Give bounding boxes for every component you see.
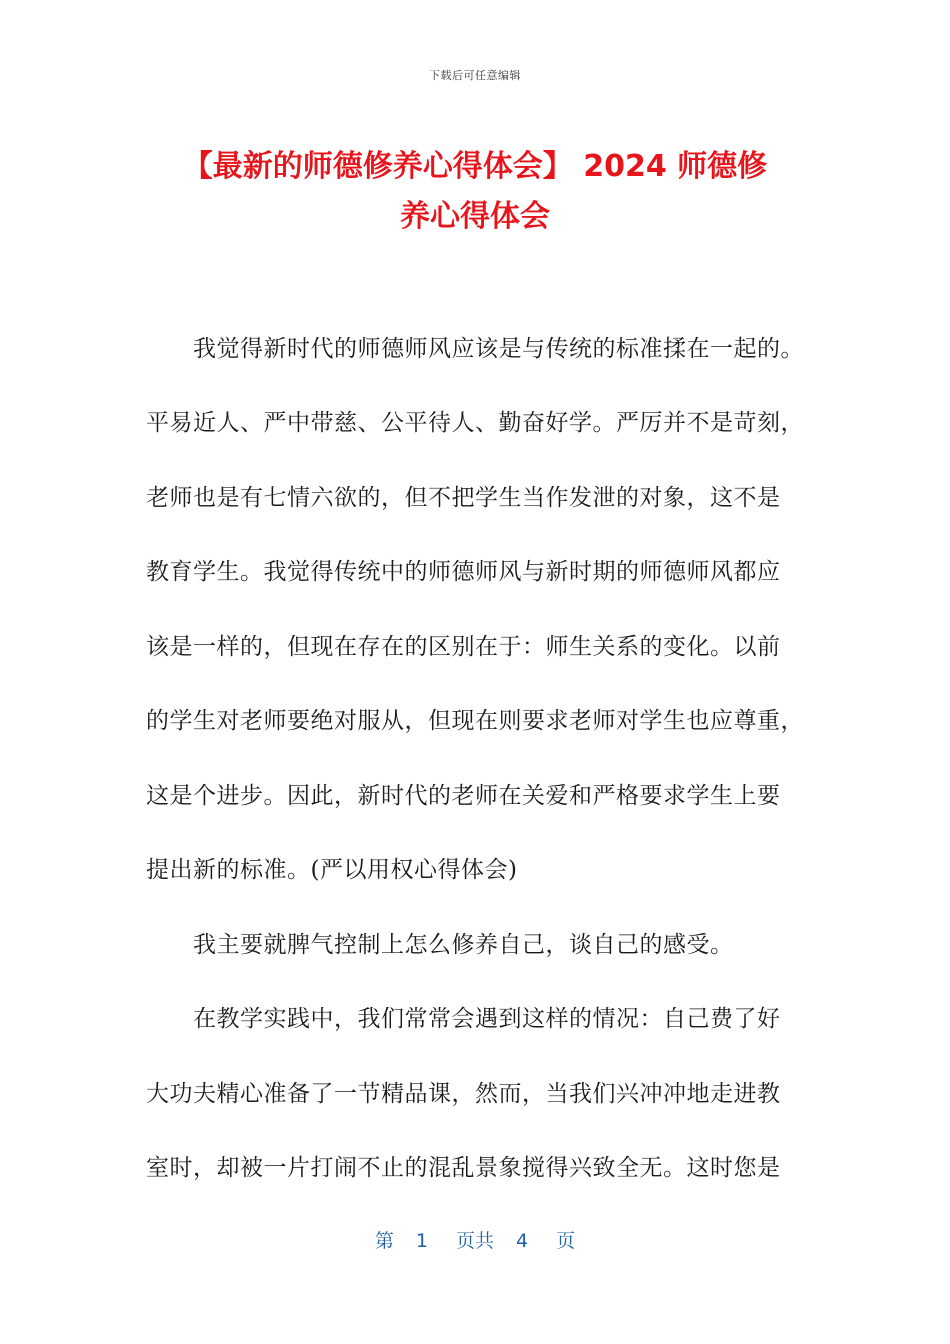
footer-page-total: 4 bbox=[516, 1230, 529, 1252]
text-line: 我主要就脾气控制上怎么修养自己，谈自己的感受。 bbox=[193, 932, 734, 958]
title-line-1: 【最新的师德修养心得体会】 2024 师德修 bbox=[182, 149, 768, 184]
text-line: 平易近人、严中带慈、公平待人、勤奋好学。严厉并不是苛刻， bbox=[146, 410, 804, 436]
footer-prefix: 第 bbox=[374, 1230, 394, 1252]
footer-mid: 页共 bbox=[455, 1230, 494, 1252]
text-line: 的学生对老师要绝对服从，但现在则要求老师对学生也应尊重， bbox=[146, 708, 804, 734]
text-line: 在教学实践中，我们常常会遇到这样的情况：自己费了好 bbox=[193, 1006, 781, 1032]
text-line: 提出新的标准。(严以用权心得体会) bbox=[146, 857, 518, 883]
footer-page-number: 1 bbox=[415, 1230, 428, 1252]
page-footer bbox=[0, 1226, 950, 1253]
text-line: 该是一样的，但现在存在的区别在于：师生关系的变化。以前 bbox=[146, 634, 781, 660]
text-line: 大功夫精心准备了一节精品课，然而，当我们兴冲冲地走进教 bbox=[146, 1081, 781, 1107]
text-line: 教育学生。我觉得传统中的师德师风与新时期的师德师风都应 bbox=[146, 559, 781, 585]
text-line: 这是个进步。因此，新时代的老师在关爱和严格要求学生上要 bbox=[146, 783, 781, 809]
text-line: 老师也是有七情六欲的，但不把学生当作发泄的对象，这不是 bbox=[146, 485, 781, 511]
header-note: 下载后可任意编辑 bbox=[429, 69, 521, 82]
text-line: 我觉得新时代的师德师风应该是与传统的标准揉在一起的。 bbox=[193, 336, 804, 362]
text-line: 室时，却被一片打闹不止的混乱景象搅得兴致全无。这时您是 bbox=[146, 1155, 781, 1181]
footer-suffix: 页 bbox=[556, 1230, 576, 1252]
document-title bbox=[130, 142, 820, 242]
title-line-2: 养心得体会 bbox=[400, 199, 550, 234]
